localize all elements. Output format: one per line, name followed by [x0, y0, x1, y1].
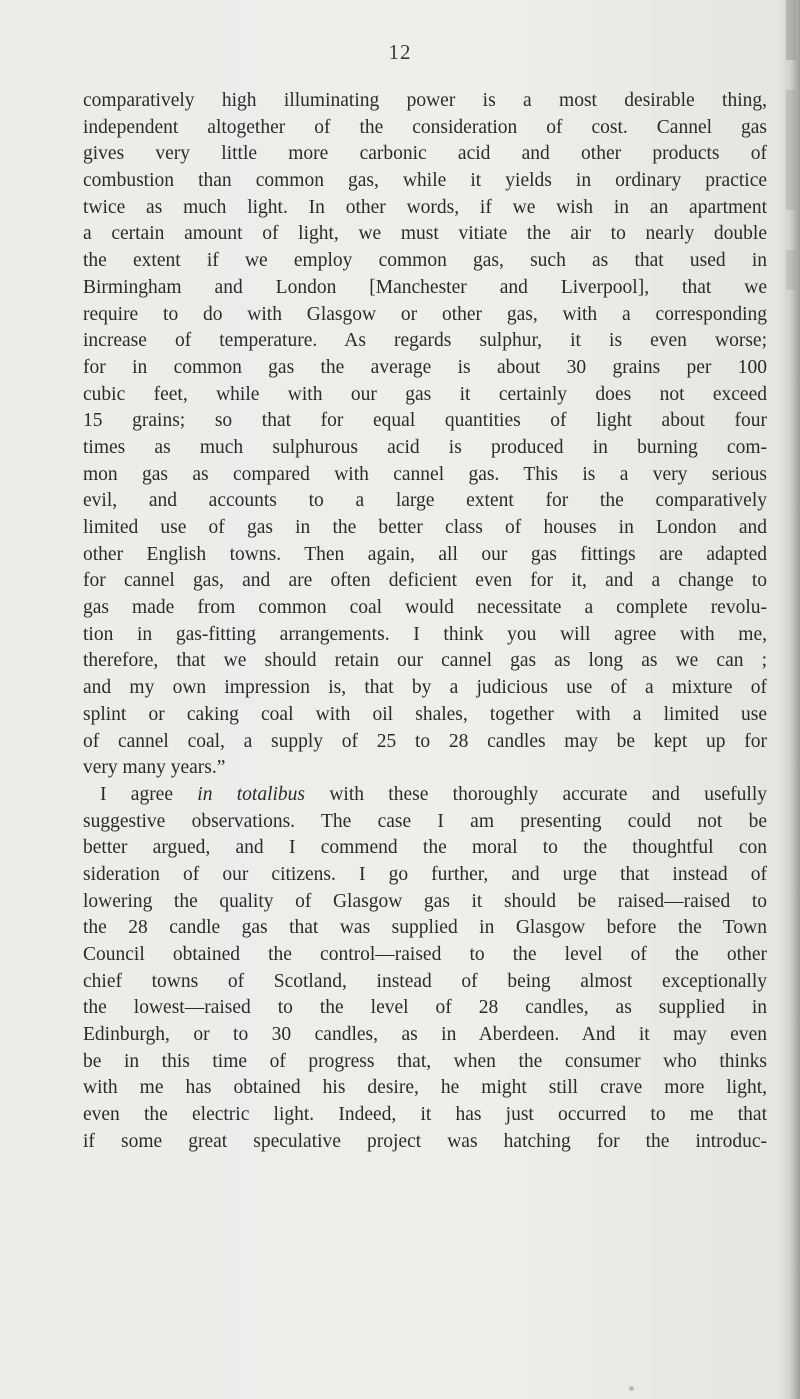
text-line: comparatively high illuminating power is a most desirable thing, [83, 90, 767, 111]
text-line: even the electric light. Indeed, it has just occurred to me that [83, 1104, 767, 1126]
text-line: for in common gas the average is about 30 grains per 100 [83, 356, 767, 378]
text-line: and my own impression is, that by a judicious use of a mixture of [83, 677, 767, 699]
speck [629, 1386, 634, 1391]
text-line: better argued, and I commend the moral to the thoughtful con [83, 837, 767, 859]
body-text [83, 88, 767, 1156]
text-line: the 28 candle gas that was supplied in Glasgow before the Town [83, 917, 767, 939]
para-lead: I agree [100, 783, 173, 805]
text-line: twice as much light. In other words, if we wish in an apartment [83, 196, 767, 218]
text-line: require to do with Glasgow or other gas, with a corresponding [83, 303, 767, 325]
text-line: gas made from common coal would necessitate a complete revolu- [83, 597, 767, 619]
text-line: combustion than common gas, while it yields in ordinary practice [83, 170, 767, 192]
text-line: for cannel gas, and are often deficient even for it, and a change to [83, 570, 767, 592]
para-rest: with these thoroughly accurate and usefully [329, 783, 768, 805]
text-line: with me has obtained his desire, he might still crave more light, [83, 1077, 767, 1099]
text-line: 15 grains; so that for equal quantities of light about four [83, 410, 767, 432]
text-line: limited use of gas in the better class of houses in London and [83, 517, 767, 538]
text-line: cubic feet, while with our gas it certainly does not exceed [83, 383, 767, 405]
italic-phrase: in totalibus [197, 783, 306, 805]
page-number: 12 [388, 40, 412, 64]
text-line: the extent if we employ common gas, such as that used in [83, 250, 767, 272]
page-edge-shadow [778, 0, 800, 1399]
text-line: independent altogether of the consideration of cost. Cannel gas [83, 116, 767, 138]
text-line: tion in gas-fitting arrangements. I think you will agree with me, [83, 623, 767, 645]
text-line: a certain amount of light, we must vitiate the air to nearly double [83, 223, 767, 245]
text-line: other English towns. Then again, all our gas fittings are adapted [83, 543, 767, 565]
paragraph-start-line [83, 782, 767, 809]
text-line: lowering the quality of Glasgow gas it should be raised—raised to [83, 890, 767, 912]
text-line: gives very little more carbonic acid and other products of [83, 143, 767, 165]
text-line: Edinburgh, or to 30 candles, as in Aberdeen. And it may even [83, 1024, 767, 1046]
text-line: the lowest—raised to the level of 28 candles, as supplied in [83, 997, 767, 1019]
text-line: mon gas as compared with cannel gas. This is a very serious [83, 463, 767, 485]
text-line: increase of temperature. As regards sulphur, it is even worse; [83, 330, 767, 352]
text-line: evil, and accounts to a large extent for the comparatively [83, 490, 767, 512]
text-line: splint or caking coal with oil shales, together with a limited use [83, 703, 767, 725]
edge-mark [786, 250, 796, 290]
text-line: times as much sulphurous acid is produced in burning com- [83, 436, 767, 458]
text-line: if some great speculative project was hatching for the introduc- [83, 1130, 767, 1152]
text-line: suggestive observations. The case I am presenting could not be [83, 810, 767, 832]
text-line: Birmingham and London [Manchester and Liverpool], that we [83, 276, 767, 298]
text-line: very many years.” [83, 757, 226, 779]
text-line: therefore, that we should retain our cannel gas as long as we can ; [83, 650, 767, 672]
text-line: of cannel coal, a supply of 25 to 28 candles may be kept up for [83, 730, 767, 752]
text-line: be in this time of progress that, when the consumer who thinks [83, 1050, 767, 1072]
text-line: sideration of our citizens. I go further, and urge that instead of [83, 863, 767, 885]
edge-mark [786, 90, 796, 210]
text-line: Council obtained the control—raised to the level of the other [83, 944, 767, 965]
text-line: chief towns of Scotland, instead of being almost exceptionally [83, 970, 767, 992]
